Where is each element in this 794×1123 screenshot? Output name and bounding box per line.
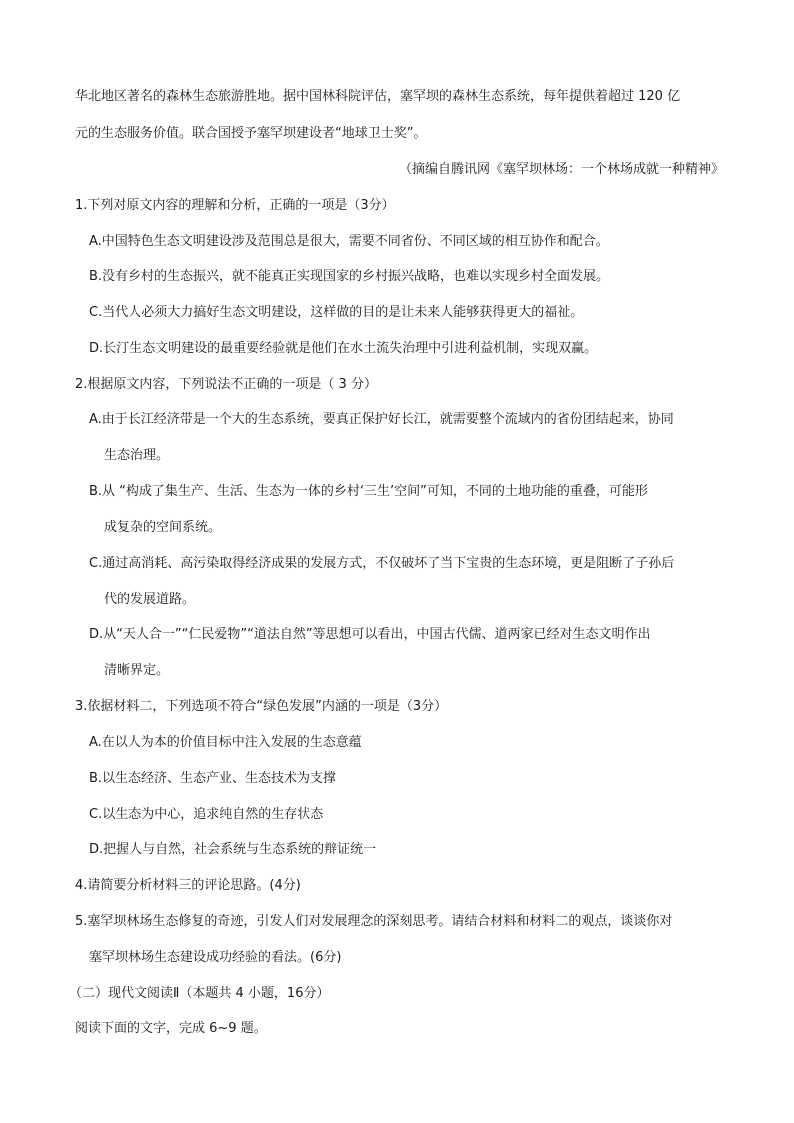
question-2-option-c: C.通过高消耗、高污染取得经济成果的发展方式，不仅破坏了当下宝贵的生态环境，更是阻断了子孙后 <box>89 556 675 571</box>
question-2-option-c-cont: 代的发展道路。 <box>104 592 196 607</box>
question-3-option-b: B.以生态经济、生态产业、生态技术为支撑 <box>89 771 337 786</box>
question-2-option-d: D.从“天人合一”“仁民爱物”“道法自然”等思想可以看出，中国古代儒、道两家已经对生态文明作出 <box>89 627 651 642</box>
question-1-option-a: A.中国特色生态文明建设涉及范围总是很大，需要不同省份、不同区域的相互协作和配合。 <box>89 234 609 249</box>
question-2-option-b-cont: 成复杂的空间系统。 <box>104 520 222 535</box>
question-3-stem: 3.依据材料二，下列选项不符合“绿色发展”内涵的一项是（3分） <box>75 699 448 714</box>
question-1-option-b: B.没有乡村的生态振兴，就不能真正实现国家的乡村振兴战略，也难以实现乡村全面发展。 <box>89 269 610 284</box>
question-2-option-a-cont: 生态治理。 <box>104 448 170 463</box>
section-2-instruction: 阅读下面的文字，完成 6~9 题。 <box>75 1021 267 1036</box>
question-1-stem: 1.下列对原文内容的理解和分析，正确的一项是（3分） <box>75 198 395 213</box>
question-2-option-b: B.从 “构成了集生产、生活、生态为一体的乡村‘三生’空间”可知，不同的土地功能的重叠，可能形 <box>89 484 648 499</box>
section-2-title: （二）现代文阅读Ⅱ（本题共 4 小题，16分） <box>69 986 330 1001</box>
question-3-option-d: D.把握人与自然，社会系统与生态系统的辩证统一 <box>89 842 377 857</box>
question-5-stem: 5.塞罕坝林场生态修复的奇迹，引发人们对发展理念的深刻思考。请结合材料和材料二的观点，谈谈你对 <box>75 914 673 929</box>
question-2-stem: 2.根据原文内容，下列说法不正确的一项是（ 3 分） <box>75 377 377 392</box>
question-3-option-a: A.在以人为本的价值目标中注入发展的生态意蕴 <box>89 735 362 750</box>
question-5-stem-cont: 塞罕坝林场生态建设成功经验的看法。(6分) <box>89 950 342 965</box>
question-2-option-a: A.由于长江经济带是一个大的生态系统，要真正保护好长江，就需要整个流域内的省份团结起来，协同 <box>89 412 674 427</box>
question-3-option-c: C.以生态为中心，追求纯自然的生存状态 <box>89 807 324 822</box>
intro-line-2: 元的生态服务价值。联合国授予塞罕坝建设者“地球卫士奖”。 <box>75 126 427 141</box>
source-citation: （摘编自腾讯网《塞罕坝林场：一个林场成就一种精神》 <box>398 162 724 177</box>
question-1-option-c: C.当代人必须大力搞好生态文明建设，这样做的目的是让未来人能够获得更大的福祉。 <box>89 305 584 320</box>
question-4-stem: 4.请简要分析材料三的评论思路。(4分) <box>75 878 301 893</box>
question-2-option-d-cont: 清晰界定。 <box>104 663 170 678</box>
question-1-option-d: D.长汀生态文明建设的最重要经验就是他们在水土流失治理中引进利益机制，实现双赢。 <box>89 341 598 356</box>
intro-line-1: 华北地区著名的森林生态旅游胜地。据中国林科院评估，塞罕坝的森林生态系统，每年提供着超过 120 亿 <box>75 89 681 104</box>
